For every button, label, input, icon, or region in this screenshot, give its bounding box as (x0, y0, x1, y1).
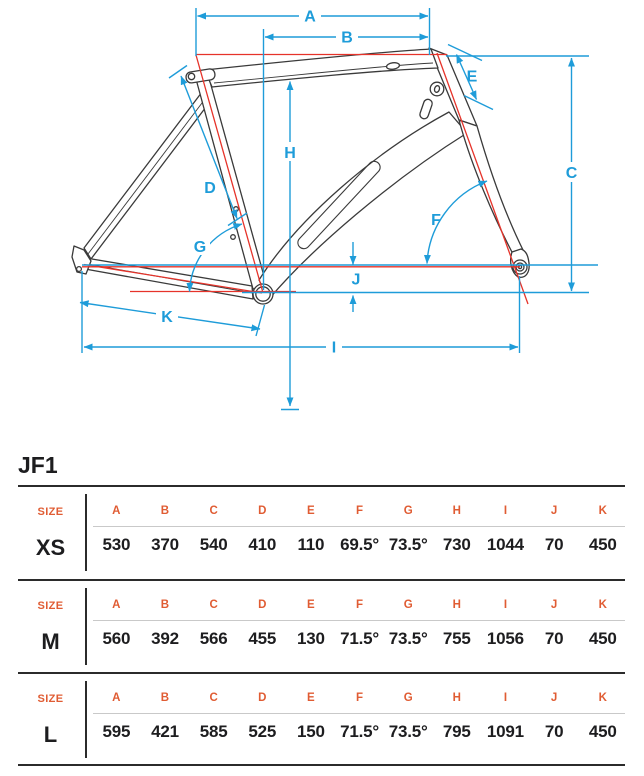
dim-label-j: J (351, 271, 361, 289)
column-letter: J (550, 598, 558, 611)
cell-value: 110 (297, 535, 325, 554)
cell-value: 1044 (486, 535, 524, 554)
column-letter: A (112, 692, 121, 704)
dim-label-b: B (341, 29, 353, 47)
column-letter: B (160, 505, 170, 517)
table-rule (18, 485, 625, 487)
values-row (92, 722, 627, 742)
column-letter: G (403, 505, 413, 517)
dim-label-i: I (331, 339, 337, 357)
seat-stay-inner-line (88, 99, 205, 254)
cell-value: 585 (199, 722, 228, 741)
cell-value: 755 (442, 628, 471, 648)
column-letter: B (160, 598, 170, 611)
cell-value: 130 (297, 628, 325, 648)
table-divider (85, 681, 87, 758)
column-letter: F (356, 505, 364, 517)
letters-row (92, 599, 627, 611)
letters-row (92, 505, 627, 517)
column-letter: J (550, 505, 558, 517)
cell-value: 450 (588, 628, 617, 648)
cell-value: 1091 (486, 722, 524, 741)
size-column-header: SIZE (37, 506, 64, 518)
page-title: JF1 (18, 452, 58, 478)
tick-line (448, 45, 482, 61)
cell-value: 70 (544, 722, 564, 741)
table-gray-line (93, 713, 625, 714)
column-letter: D (258, 692, 267, 704)
column-letter: F (356, 598, 364, 611)
cell-value: 69.5° (340, 535, 379, 554)
size-column-header: SIZE (37, 599, 64, 612)
column-letter: G (403, 598, 413, 611)
ext-line (256, 305, 265, 336)
dim-label-a: A (304, 8, 316, 26)
cell-value: 70 (544, 628, 564, 648)
cell-value: 730 (442, 535, 471, 554)
column-letter: B (160, 692, 170, 704)
dim-label-k: K (161, 309, 173, 326)
column-letter: A (112, 505, 121, 517)
cell-value: 73.5° (388, 722, 428, 741)
column-letter: C (209, 505, 218, 517)
cell-value: 560 (102, 628, 131, 648)
cell-value: 71.5° (340, 722, 379, 741)
cell-value: 150 (297, 722, 325, 741)
cell-value: 370 (151, 535, 179, 554)
chain-stay-axis (84, 265, 262, 294)
bottle-boss (231, 235, 236, 240)
cell-value: 421 (151, 722, 179, 741)
table-rule (18, 672, 625, 674)
cell-value: 71.5° (340, 628, 379, 648)
rear-axle-hole (77, 267, 82, 272)
column-letter: H (452, 598, 461, 611)
cell-value: 455 (248, 628, 277, 648)
column-letter: C (209, 692, 218, 704)
column-letter: E (307, 692, 315, 704)
size-block (0, 579, 644, 673)
table-divider (85, 588, 87, 665)
cell-value: 73.5° (388, 535, 428, 554)
seat-clamp-bolt (188, 73, 194, 79)
cell-value: 70 (544, 535, 564, 554)
cell-value: 540 (199, 535, 228, 554)
column-letter: J (550, 692, 558, 704)
letters-row (92, 692, 627, 704)
dim-label-g: G (193, 239, 207, 256)
table-bottom-rule (18, 764, 625, 766)
column-letter: D (258, 598, 267, 611)
cell-value: 392 (151, 628, 179, 648)
cell-value: 566 (199, 628, 228, 648)
column-letter: G (403, 692, 413, 704)
tick-line (169, 66, 187, 79)
cell-value: 1056 (486, 628, 524, 648)
column-letter: A (112, 598, 121, 611)
cell-value: 795 (442, 722, 471, 741)
cell-value: 530 (102, 535, 131, 554)
cell-value: 410 (248, 535, 277, 554)
column-letter: I (503, 505, 508, 517)
size-value: M (41, 628, 60, 654)
column-letter: K (598, 505, 607, 517)
column-letter: H (452, 505, 461, 517)
dim-label-c: C (565, 165, 578, 182)
table-rule (18, 579, 625, 581)
cell-value: 450 (588, 535, 617, 554)
dim-label-h: H (284, 145, 296, 162)
table-gray-line (93, 526, 625, 527)
head-slot (419, 98, 434, 120)
column-letter: I (503, 598, 508, 611)
column-letter: I (503, 692, 508, 704)
size-value: XS (35, 535, 66, 560)
size-value: L (43, 722, 58, 747)
cell-value: 73.5° (388, 628, 428, 648)
column-letter: F (356, 692, 364, 704)
column-letter: D (258, 505, 267, 517)
column-letter: C (209, 598, 218, 611)
column-letter: K (598, 692, 607, 704)
dim-label-e: E (466, 68, 478, 86)
size-block (0, 672, 644, 766)
size-column-header: SIZE (37, 693, 64, 705)
cell-value: 595 (102, 722, 131, 741)
cell-value: 450 (588, 722, 617, 741)
values-row (92, 629, 627, 649)
column-letter: E (307, 505, 315, 517)
cell-value: 525 (248, 722, 277, 741)
column-letter: E (307, 598, 315, 611)
table-gray-line (93, 620, 625, 621)
dim-label-f: F (431, 212, 441, 229)
size-block (0, 485, 644, 579)
column-letter: H (452, 692, 461, 704)
table-divider (85, 494, 87, 571)
values-row (92, 535, 627, 555)
dim-label-d: D (204, 180, 216, 197)
column-letter: K (598, 598, 607, 611)
